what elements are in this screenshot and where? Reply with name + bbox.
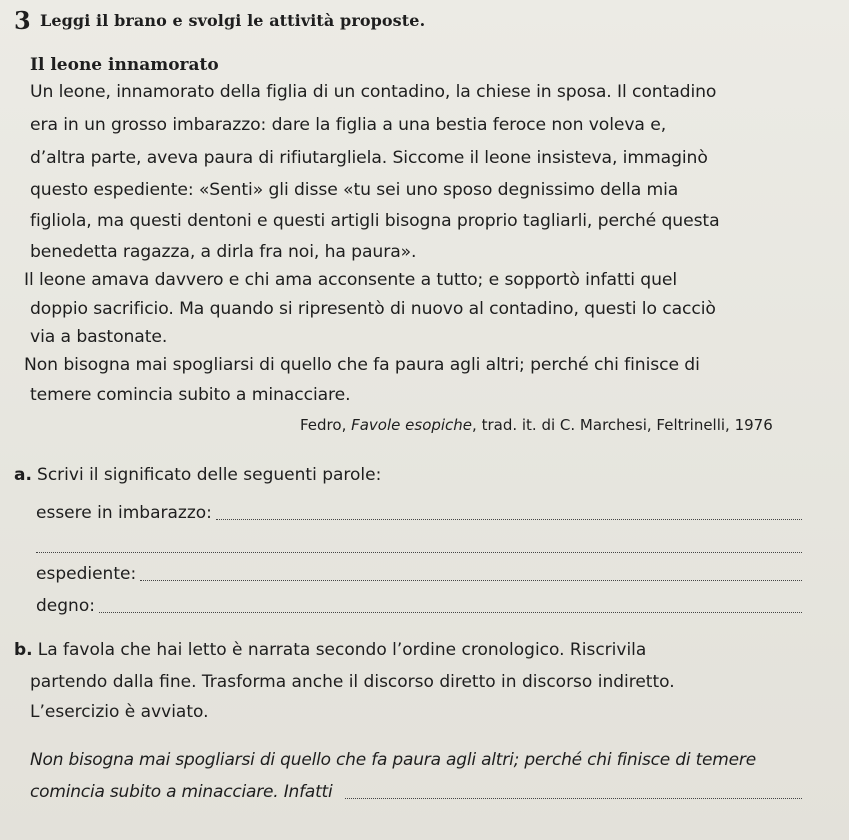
- activity-b-letter: b.: [14, 640, 33, 660]
- activity-a-header: [14, 465, 381, 485]
- exercise-number: 3: [14, 6, 31, 35]
- story-source: Fedro, Favole esopiche, trad. it. di C. Marchesi, Feltrinelli, 1976: [300, 416, 773, 434]
- answer-line[interactable]: [216, 518, 802, 520]
- story-line: via a bastonate.: [30, 327, 168, 347]
- activity-b-line: L’esercizio è avviato.: [30, 702, 209, 722]
- answer-row-degno: [36, 596, 802, 616]
- answer-line[interactable]: [36, 551, 802, 553]
- example-line: comincia subito a minacciare. Infatti: [30, 782, 333, 802]
- activity-b-line: La favola che hai letto è narrata secondo l’ordine cronologico. Riscrivila: [37, 640, 647, 660]
- exercise-instruction: Leggi il brano e svolgi le attività proposte.: [40, 11, 426, 30]
- story-line: Un leone, innamorato della figlia di un contadino, la chiese in sposa. Il contadino: [30, 82, 717, 102]
- word-label: espediente:: [36, 564, 137, 584]
- story-line: temere comincia subito a minacciare.: [30, 385, 351, 405]
- story-line: benedetta ragazza, a dirla fra noi, ha paura».: [30, 242, 417, 262]
- answer-row-espediente: [36, 564, 802, 584]
- activity-a-letter: a.: [14, 465, 32, 485]
- story-line: Il leone amava davvero e chi ama acconsente a tutto; e sopportò infatti quel: [24, 270, 678, 290]
- example-line: Non bisogna mai spogliarsi di quello che fa paura agli altri; perché chi finisce di temere: [30, 750, 756, 770]
- story-line: era in un grosso imbarazzo: dare la figlia a una bestia feroce non voleva e,: [30, 115, 667, 135]
- activity-a-prompt: Scrivi il significato delle seguenti parole:: [37, 465, 382, 485]
- story-title: Il leone innamorato: [30, 55, 219, 75]
- story-line: doppio sacrificio. Ma quando si ripresentò di nuovo al contadino, questi lo cacciò: [30, 299, 716, 319]
- answer-line[interactable]: [345, 797, 802, 799]
- word-label: degno:: [36, 596, 95, 616]
- word-label: essere in imbarazzo:: [36, 503, 212, 523]
- answer-line[interactable]: [99, 611, 802, 613]
- source-book-title: Favole esopiche: [351, 416, 473, 434]
- story-line: Non bisogna mai spogliarsi di quello che fa paura agli altri; perché chi finisce di: [24, 355, 700, 375]
- story-line: figliola, ma questi dentoni e questi artigli bisogna proprio tagliarli, perché questa: [30, 211, 720, 231]
- example-row: [30, 782, 802, 802]
- activity-b-header: [14, 640, 646, 660]
- answer-line[interactable]: [140, 579, 802, 581]
- activity-b-line: partendo dalla fine. Trasforma anche il discorso diretto in discorso indiretto.: [30, 672, 675, 692]
- answer-row-imbarazzo: [36, 503, 802, 523]
- story-line: questo espediente: «Senti» gli disse «tu sei uno sposo degnissimo della mia: [30, 180, 679, 200]
- story-line: d’altra parte, aveva paura di rifiutargliela. Siccome il leone insisteva, immaginò: [30, 148, 708, 168]
- answer-row-continuation: [36, 536, 802, 556]
